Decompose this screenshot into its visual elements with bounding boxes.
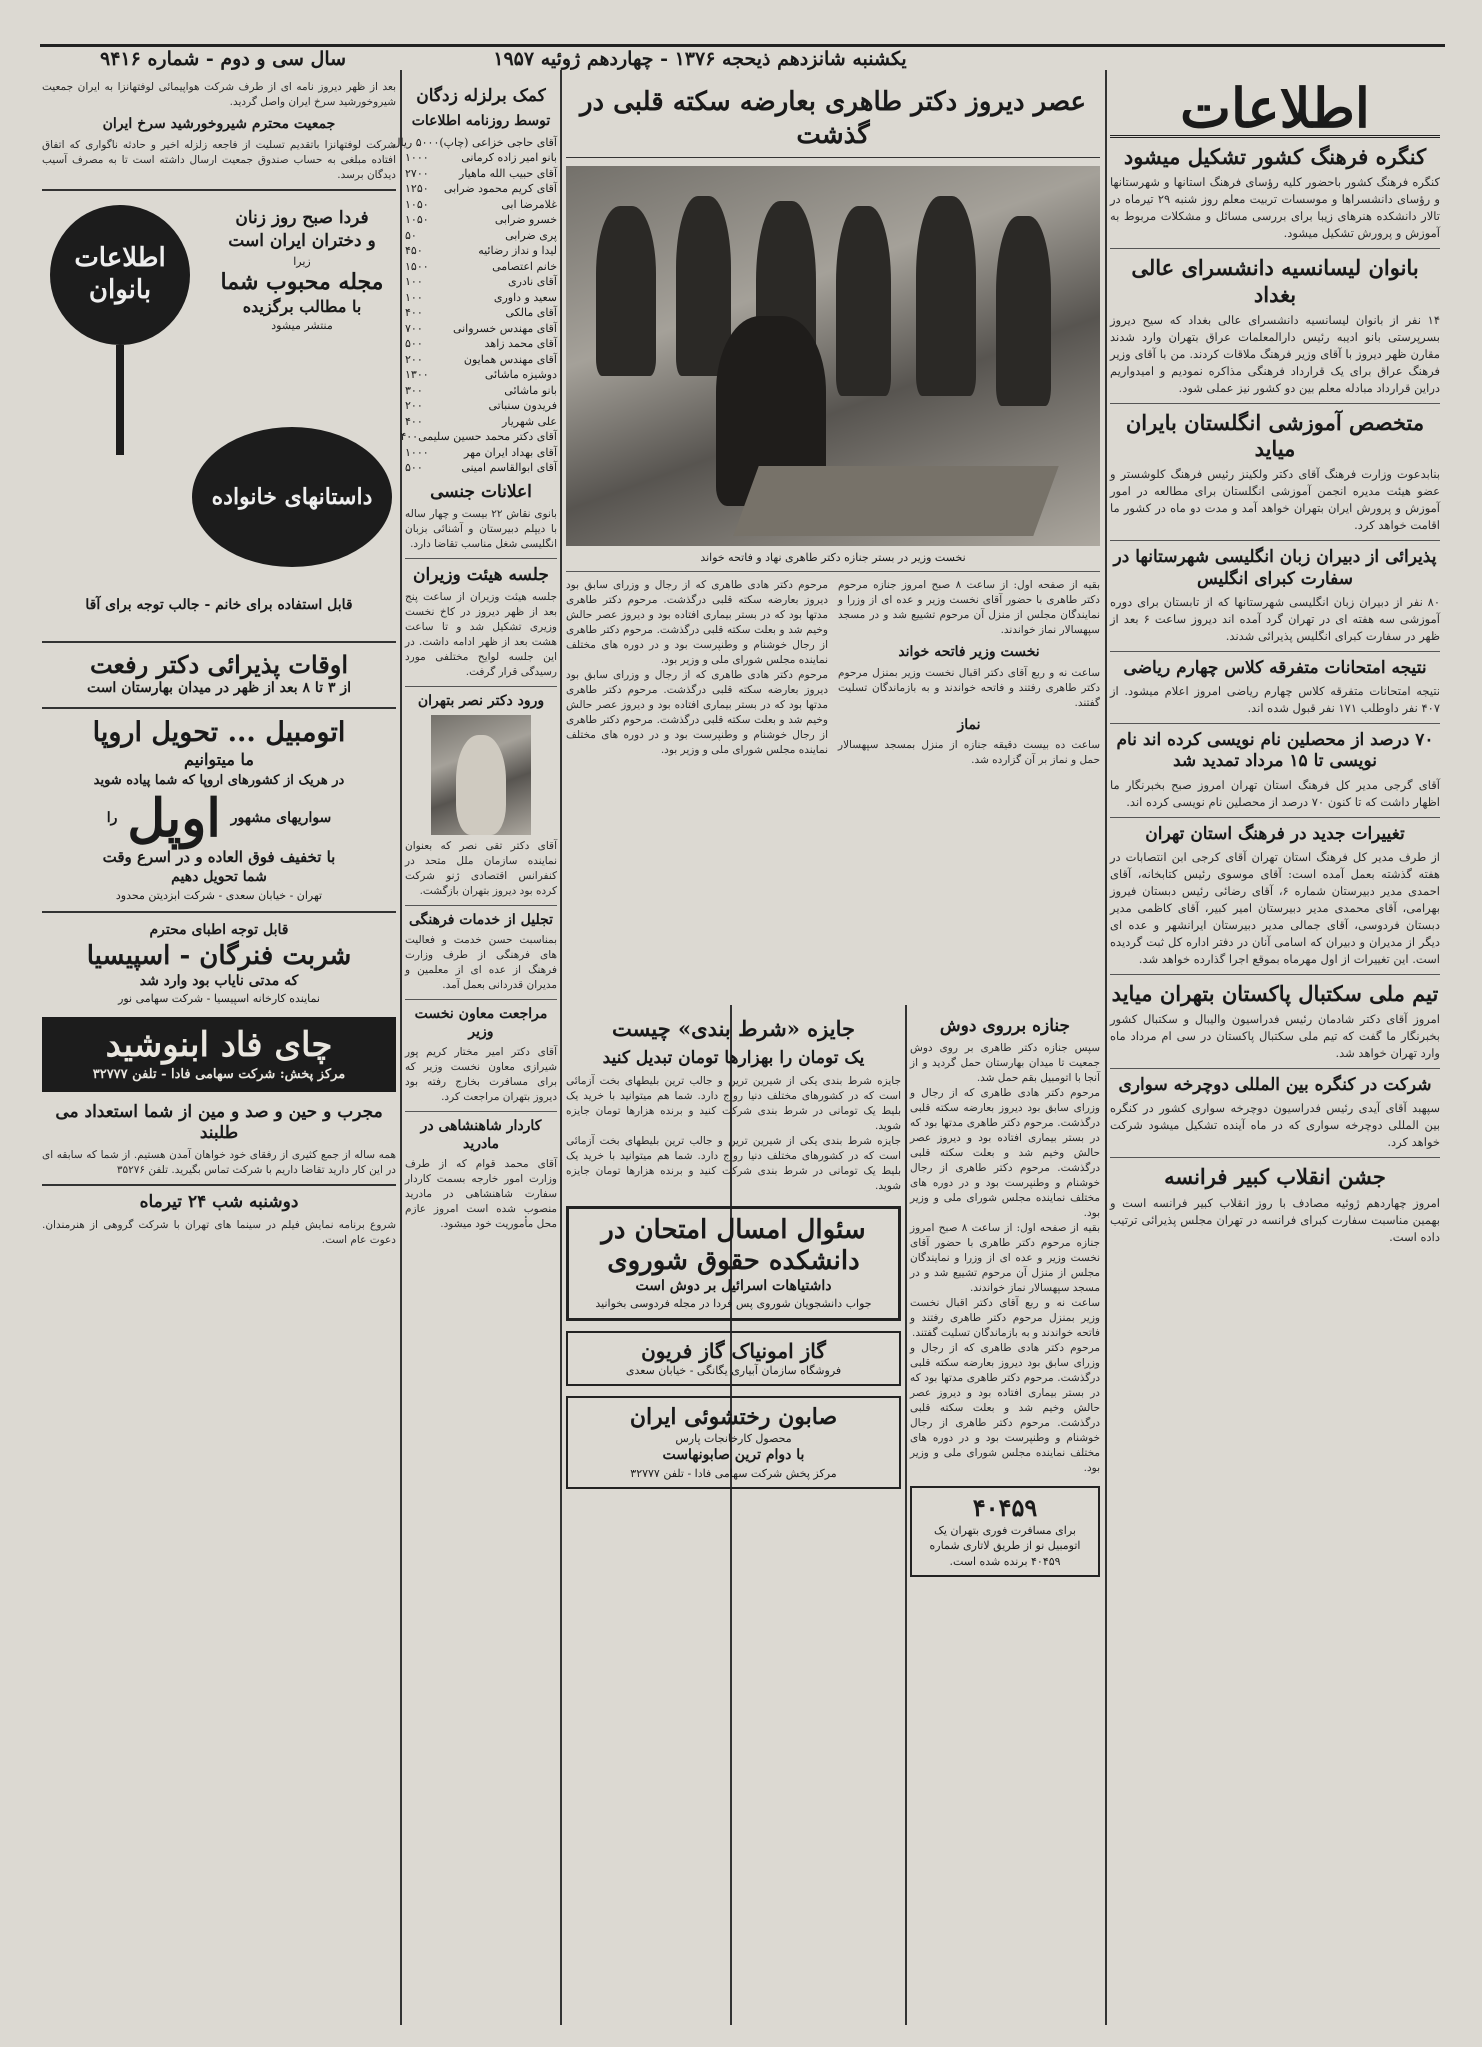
- donation-amount: ۱۰۵۰: [405, 213, 429, 227]
- masthead-rule: [40, 44, 1445, 47]
- women-magazine-logo: اطلاعات بانوان: [50, 205, 190, 345]
- funeral-continued: [910, 1010, 1100, 2020]
- donation-amount: ۴۰۰: [400, 430, 419, 444]
- donation-amount: ۳۰۰: [405, 383, 423, 397]
- article-body: کنگره فرهنگ کشور باحضور کلیه رؤسای فرهنگ استانها و شهرستانها و رؤسای دانشسراها و موسسات تربیت معلم روز شنبه ۲۹ تیرماه در تالار دانشکده هنرهای زیبا برای بررسی مسائل و مشکلات مربوط به آموزش و پرورش تشکیل میشود.: [1110, 175, 1440, 241]
- article-body: شرکت لوفتهانزا باتقدیم تسلیت از فاجعه زلزله اخیر و حادثه ناگواری که اتفاق افتاده مبلغی به حساب صندوق جمعیت ارسال داشته است تا به مصرف آسیب دیدگان برسد.: [42, 138, 396, 181]
- publication-date: یکشنبه شانزدهم ذیحجه ۱۳۷۶ - چهاردهم ژوئیه ۱۹۵۷: [493, 48, 907, 70]
- lottery-text: برای مسافرت فوری بتهران یک اتومبیل نو از طریق لاتاری شماره ۴۰۴۵۹ برنده شده است.: [929, 1524, 1081, 1568]
- lottery-number: ۴۰۴۵۹: [972, 1493, 1038, 1523]
- gas-ad: [566, 1331, 901, 1386]
- donation-amount: ۱۰۰۰: [405, 151, 429, 165]
- ad-line: ما میتوانیم: [184, 750, 254, 770]
- donation-row: [405, 352, 557, 368]
- donation-row: [405, 150, 557, 166]
- ad-line: با تخفیف فوق العاده و در اسرع وقت: [102, 848, 336, 867]
- prize-headline: جایزه «شرط بندی» چیست: [612, 1016, 855, 1041]
- tea-ad-title: چای فاد ابنوشید: [105, 1024, 333, 1065]
- subheading: جنازه برروی دوش: [939, 1016, 1071, 1036]
- headline: بانوان لیسانسیه دانشسرای عالی بغداد: [1131, 255, 1419, 307]
- article-body: امروز چهاردهم ژوئیه مصادف با روز انقلاب کبیر فرانسه است و بهمین مناسبت سفارت کبرای فرانسه در تهران مجلس پذیرائی ترتیب داده است.: [1110, 1195, 1440, 1244]
- donation-row: [405, 398, 557, 414]
- subheading: جلسه هیئت وزیران: [413, 565, 549, 585]
- subheading: ورود دکتر نصر بتهران: [417, 693, 545, 710]
- article-body: آقای دکتر تقی نصر که بعنوان نماینده سازمان ملل متحد در کنفرانس اقتصادی ژنو شرکت کرده بود دیروز بتهران بازگشت.: [405, 839, 557, 897]
- donation-list: [392, 135, 557, 476]
- donor-name: آقای نادری: [507, 275, 557, 289]
- article-body: جایزه شرط بندی یکی از شیرین ترین و جالب ترین بلیطهای بخت آزمائی است که در کشورهای مختلف دنیا رواج دارد. شما هم میتوانید با خرید یک بلیط یک تومانی در شرط بندی شرکت کنید و برنده هزارها تومان جایزه شوید.: [566, 1074, 901, 1132]
- donor-name: بانو ماشائی: [504, 383, 557, 397]
- ad-line: شما تحویل دهیم: [171, 869, 267, 886]
- donation-amount: ۱۲۵۰: [405, 182, 429, 196]
- donation-amount: ۱۰۵۰: [405, 197, 429, 211]
- headline: پذیرائی از دبیران زبان انگلیسی شهرستانها در سفارت کبرای انگلیس: [1113, 547, 1437, 589]
- donation-amount: ۵۰۰: [405, 337, 423, 351]
- soap-ad-line: با دوام ترین صابونهاست: [662, 1447, 805, 1464]
- opel-ad: [42, 713, 396, 907]
- doctor-ad-title: اوقات پذیرائی دکتر رفعت: [89, 649, 349, 679]
- donation-row: [405, 305, 557, 321]
- subheading: مراجعت معاون نخست وزیر: [414, 1006, 548, 1040]
- soap-ad-line: مرکز پخش شرکت سهامی فادا - تلفن ۳۲۷۷۷: [630, 1466, 837, 1480]
- right-column: [1110, 78, 1440, 2028]
- ad-line: و دختران ایران است: [228, 231, 376, 252]
- ad-line: را: [106, 809, 118, 826]
- donation-amount: ۲۰۰: [405, 399, 423, 413]
- article-body: امروز آقای دکتر شادمان رئیس فدراسیون والیبال و سکتبال کشور بخبرنگار ما گفت که تیم ملی سکتبال پاکستان در سی ام مرداد ماه وارد تهران خواهد شد.: [1110, 1012, 1440, 1060]
- article-body: سپهبد آقای آیدی رئیس فدراسیون دوچرخه سواری کشور در کنگره بین المللی دوچرخه سواری که در ماه آینده تشکیل میشود شرکت خواهد کرد.: [1110, 1101, 1440, 1150]
- opel-ad-title: اتومبیل ... تحویل اروپا: [92, 716, 346, 748]
- article-body: جایزه شرط بندی یکی از شیرین ترین و جالب ترین بلیطهای بخت آزمائی است که در کشورهای مختلف دنیا رواج دارد. شما هم میتوانید با خرید یک بلیط یک تومانی در شرط بندی شرکت کنید و برنده هزارها تومان جایزه شوید.: [566, 1134, 901, 1192]
- donation-row: [405, 197, 557, 213]
- article-body: جلسه هیئت وزیران از ساعت پنج بعد از ظهر دیروز در کاخ نخست وزیری تشکیل شد و تا ساعت هشت بعد از ظهر ادامه داشت. در این جلسه لوایح مختلفی مورد رسیدگی قرار گرفت.: [405, 591, 557, 679]
- family-stories-badge: داستانهای خانواده: [192, 427, 392, 567]
- donation-amount: ۷۰۰: [405, 321, 423, 335]
- donor-name: غلامرضا ابی: [501, 197, 557, 211]
- article-body: شروع برنامه نمایش فیلم در سینما های تهران با شرکت گروهی از هنرمندان. دعوت عام است.: [42, 1218, 396, 1246]
- exam-ad: [566, 1206, 901, 1321]
- second-column: [392, 80, 557, 2020]
- exam-ad-line: داشتیاهات اسرائیل بر دوش است: [635, 1277, 832, 1294]
- donations-subtitle: توسط روزنامه اطلاعات: [411, 113, 551, 130]
- article-body: مرحوم دکتر هادی طاهری که از رجال و وزرای سابق بود دیروز بعارضه سکته قلبی درگذشت. مرحوم دکتر طاهری مدتها بود که در بستر بیماری افتاده بود و دیروز عصر حالش وخیم شد و بعلت سکته قلبی درگذشت. مرحوم دکتر طاهری از رجال خوشنام و وطنپرست بود و در دوره های مختلف نماینده مجلس شورای ملی و وزیر بود.: [566, 669, 828, 756]
- article-body: بمناسبت حسن خدمت و فعالیت های فرهنگی از طرف وزارت فرهنگ از عده ای از معلمین و مدیران قدردانی بعمل آمد.: [405, 934, 557, 992]
- column-rule: [905, 1005, 907, 2025]
- article-body: نتیجه امتحانات متفرقه کلاس چهارم ریاضی امروز اعلام میشود. از ۴۰۷ نفر داوطلب ۱۷۱ نفر قبول شده اند.: [1110, 684, 1440, 715]
- donation-amount: ۱۰۰: [405, 290, 423, 304]
- portrait-photo: [431, 715, 531, 835]
- headline: تغییرات جدید در فرهنگ استان تهران: [1145, 823, 1405, 844]
- ad-line: تهران - خیابان سعدی - شرکت ابزدیتن محدود: [115, 888, 323, 902]
- donation-row: [405, 181, 557, 197]
- article-body: ساعت نه و ربع آقای دکتر اقبال نخست وزیر بمنزل مرحوم دکتر طاهری رفتند و فاتحه خواندند و به بازماندگان تسلیت گفتند.: [838, 666, 1100, 709]
- donation-row: [405, 383, 557, 399]
- lead-headline: عصر دیروز دکتر طاهری بعارضه سکته قلبی در گذشت: [566, 86, 1100, 158]
- newspaper-logo: اطلاعات: [1110, 78, 1440, 138]
- soap-ad-title: صابون رختشوئی ایران: [629, 1404, 838, 1431]
- ad-line: قابل توجه اطبای محترم: [149, 922, 289, 939]
- subheading: نخست وزیر فاتحه خواند: [898, 644, 1040, 660]
- donor-name: آقای محمد زاهد: [484, 337, 557, 351]
- subheading: جمعیت محترم شیروخورشید سرخ ایران: [102, 116, 336, 132]
- donor-name: آقای مالکی: [505, 306, 557, 320]
- donor-name: سعید و داوری: [493, 290, 557, 304]
- hire-ad-title: مجرب و حین و صد و مین از شما استعداد می طلبند: [55, 1101, 383, 1144]
- donation-amount: ۱۰۰۰: [405, 445, 429, 459]
- donation-row: [405, 460, 557, 476]
- article-body: بعد از ظهر دیروز نامه ای از طرف شرکت هواپیمائی لوفتهانزا به ایران جمعیت شیروخورشید سرخ ایران واصل گردید.: [42, 81, 396, 108]
- ad-line: فردا صبح روز زنان: [235, 207, 369, 228]
- donor-name: آقای بهداد ایران مهر: [464, 445, 557, 459]
- donation-amount: ۲۰۰: [405, 352, 423, 366]
- donor-name: آقای کریم محمود ضرابی: [443, 182, 557, 196]
- opel-brand: اوپل: [127, 787, 221, 849]
- headline: متخصص آموزشی انگلستان بایران میاید: [1125, 409, 1425, 461]
- column-rule: [400, 70, 402, 2025]
- donor-name: آقای حاجی خزاعی (چاپ): [439, 135, 557, 149]
- donation-row: [405, 290, 557, 306]
- donation-amount: ۴۰۰: [405, 414, 423, 428]
- exam-ad-line: جواب دانشجویان شوروی پس فردا در مجله فردوسی بخوانید: [595, 1297, 872, 1311]
- ad-line: با مطالب برگزیده: [242, 296, 362, 316]
- donation-row: [405, 228, 557, 244]
- donation-amount: ۱۰۰: [405, 275, 423, 289]
- headline: تیم ملی سکتبال پاکستان بتهران میاید: [1111, 980, 1439, 1006]
- tea-ad: [42, 1017, 396, 1092]
- ad-line: مجله محبوب شما: [220, 269, 384, 296]
- subheading: اعلانات جنسی: [430, 481, 532, 502]
- donation-amount: ۱۵۰۰: [405, 259, 429, 273]
- donation-amount: ۴۵۰: [405, 244, 423, 258]
- donor-name: خسرو ضرابی: [494, 213, 557, 227]
- headline: شرکت در کنگره بین المللی دوچرخه سواری: [1118, 1075, 1432, 1095]
- donation-amount: ۲۷۰۰: [405, 166, 429, 180]
- ad-tagline: قابل استفاده برای خانم - جالب توجه برای آقا: [85, 596, 353, 613]
- article-body: سپس جنازه دکتر طاهری بر روی دوش جمعیت تا میدان بهارستان حمل گردید و از آنجا با اتومبیل بقم حمل شد.: [910, 1042, 1100, 1085]
- ad-line: سواریهای مشهور: [230, 809, 332, 826]
- article-body: ساعت نه و ربع آقای دکتر اقبال نخست وزیر بمنزل مرحوم دکتر طاهری رفتند و فاتحه خواندند و به بازماندگان تسلیت گفتند.: [910, 1297, 1100, 1340]
- headline: کنگره فرهنگ کشور تشکیل میشود: [1123, 144, 1427, 169]
- donation-row: [405, 414, 557, 430]
- donation-amount: ۵۰۰۰ ریال: [392, 135, 440, 149]
- women-magazine-ad: [42, 197, 396, 637]
- funeral-photo: [566, 166, 1100, 546]
- article-body: بنابدعوت وزارت فرهنگ آقای دکتر ولکینز رئیس فرهنگ کلوشستر و عضو هیئت مدیره انجمن آموزشی انگلستان برای مطالعه در امور آموزش و پرورش ایران بتهران خواهد آمد و مدت دو ماه در کشور ما اقامت خواهد کرد.: [1110, 467, 1440, 533]
- donation-amount: ۴۰۰: [405, 306, 423, 320]
- donation-row: [405, 445, 557, 461]
- doctor-ad: [42, 647, 396, 703]
- donation-amount: ۵۰: [405, 228, 417, 242]
- prize-subheadline: یک تومان را بهزارها تومان تبدیل کنید: [602, 1048, 865, 1069]
- syrup-ad: [42, 917, 396, 1011]
- lead-story: [566, 80, 1100, 1010]
- donor-name: پری ضرابی: [505, 228, 557, 242]
- article-body: آقای گرجی مدیر کل فرهنگ استان تهران امروز صبح بخبرنگار ما اظهار داشت که تا کنون ۷۰ درصد از محصلین نام نویسی کرده اند.: [1110, 777, 1440, 809]
- donations-title: کمک برلزله زدگان: [416, 86, 546, 106]
- donor-name: علی شهریار: [502, 414, 557, 428]
- donation-amount: ۱۳۰۰: [405, 368, 429, 382]
- article-body: ۱۴ نفر از بانوان لیسانسیه دانشسرای عالی بغداد که سیح دیروز بسرپرستی بانو ادیبه رئیس دارالمعلمات عراق بتهران وارد شدند مقارن ظهر دیروز با آقای وزیر فرهنگ ملاقات کردند. من با آقای وزیر فرهنگ عراق برای یک قرارداد فرهنگی مذاکره نمودیم و امیدواریم دراین قرارداد مبادله معلم بین دو کشور نیز عملی شود.: [1110, 312, 1440, 395]
- ad-line: منتشر میشود: [271, 319, 333, 333]
- photo-caption: نخست وزیر در بستر جنازه دکتر طاهری نهاد و فاتحه خواند: [700, 551, 966, 564]
- donation-amount: ۵۰۰: [405, 461, 423, 475]
- tea-ad-line: مرکز پخش: شرکت سهامی فادا - تلفن ۳۲۷۷۷: [92, 1066, 346, 1082]
- ad-line: که مدتی نایاب بود وارد شد: [139, 972, 299, 989]
- article-body: مرحوم دکتر هادی طاهری که از رجال و وزرای سابق بود دیروز بعارضه سکته قلبی درگذشت. مرحوم دکتر طاهری مدتها بود که در بستر بیماری افتاده بود و دیروز عصر حالش وخیم شد و بعلت سکته قلبی درگذشت. مرحوم دکتر طاهری از رجال خوشنام و وطنپرست بود و در دوره های مختلف نماینده مجلس شورای ملی و وزیر بود.: [566, 579, 828, 666]
- subheading: نماز: [957, 716, 981, 733]
- donation-row: [405, 336, 557, 352]
- donation-row: [405, 166, 557, 182]
- subheading: کاردار شاهنشاهی در مادرید: [420, 1118, 542, 1152]
- article-body: مرحوم دکتر هادی طاهری که از رجال و وزرای سابق بود دیروز بعارضه سکته قلبی درگذشت. مرحوم دکتر طاهری مدتها بود که در بستر بیماری افتاده بود و دیروز عصر حالش وخیم شد و بعلت سکته قلبی درگذشت. مرحوم دکتر طاهری از رجال خوشنام و وطنپرست بود و در دوره های مختلف نماینده مجلس شورای ملی و وزیر بود.: [910, 1087, 1100, 1220]
- issue-number: سال سی و دوم - شماره ۹۴۱۶: [100, 48, 347, 70]
- article-body: بقیه از صفحه اول: از ساعت ۸ صبح امروز جنازه مرحوم دکتر طاهری با حضور آقای نخست وزیر و عده ای از وزرا و نمایندگان مجلس از منزل آن مرحوم تشییع شد و در مسجد سپهسالار نماز خواندند.: [910, 1222, 1100, 1295]
- donor-name: بانو امیر زاده کرمانی: [461, 151, 557, 165]
- article-body: همه ساله از جمع کثیری از رفقای خود خواهان آمدن هستیم. از شما که سابقه ای در این کار دارید تقاضا داریم با شرکت تماس بگیرید. تلفن ۳۵۲۷۶: [42, 1149, 396, 1177]
- donor-name: خانم اعتصامی: [492, 259, 557, 273]
- donation-row: [405, 367, 557, 383]
- donation-row: [405, 243, 557, 259]
- article-body: ساعت ده بیست دقیقه جنازه از منزل بمسجد سپهسالار حمل و نماز بر آن گزارده شد.: [838, 739, 1100, 766]
- ad-line: در هریک از کشورهای اروپا که شما پیاده شوید: [93, 772, 345, 788]
- donation-row: [392, 135, 557, 151]
- donation-row: [405, 212, 557, 228]
- donor-name: آقای دکتر محمد حسین سلیمی: [418, 430, 557, 444]
- article-body: بقیه از صفحه اول: از ساعت ۸ صبح امروز جنازه مرحوم دکتر طاهری با حضور آقای نخست وزیر و عده ای از وزرا و نمایندگان مجلس از منزل آن مرحوم تشییع شد و در مسجد سپهسالار نماز خواندند.: [838, 579, 1100, 636]
- donor-name: آقای ابوالقاسم امینی: [461, 461, 557, 475]
- article-body: ۸۰ نفر از دبیران زبان انگلیسی شهرستانها که از تابستان برای دوره آموزشی سه هفته ای در تهران گرد آمده اند دیروز ساعت ۶ بعد از ظهر در سفارت کبرای انگلیس پذیرائی شدند.: [1110, 594, 1440, 643]
- article-body: بانوی نقاش ۲۲ بیست و چهار ساله با دیپلم دبیرستان و آشنائی بزبان انگلیسی شغل مناسب تقاضا دارد.: [405, 508, 557, 550]
- column-rule: [1105, 70, 1107, 2025]
- exam-ad-title: سئوال امسال امتحان در دانشکده حقوق شوروی: [601, 1214, 866, 1276]
- donor-name: لیدا و نداز رضائیه: [478, 244, 557, 258]
- doctor-ad-line: از ۳ تا ۸ بعد از ظهر در میدان بهارستان است: [86, 680, 352, 697]
- headline: ۷۰ درصد از محصلین نام نویسی کرده اند نام نویسی تا ۱۵ مرداد تمدید شد: [1116, 730, 1434, 772]
- donation-row: [405, 321, 557, 337]
- donation-row: [400, 429, 557, 445]
- lottery-ad: [910, 1486, 1100, 1577]
- gas-ad-title: گاز امونیاک گاز فریون: [641, 1338, 826, 1363]
- article-body: مرحوم دکتر هادی طاهری که از رجال و وزرای سابق بود دیروز بعارضه سکته قلبی درگذشت. مرحوم دکتر طاهری مدتها بود که در بستر بیماری افتاده بود و دیروز عصر حالش وخیم شد و بعلت سکته قلبی درگذشت. مرحوم دکتر طاهری از رجال خوشنام و وطنپرست بود و در دوره های مختلف نماینده مجلس شورای ملی و وزیر بود.: [910, 1342, 1100, 1475]
- donor-name: آقای مهندس همایون: [463, 352, 557, 366]
- subheading: تجلیل از خدمات فرهنگی: [408, 911, 554, 928]
- gas-ad-line: فروشگاه سازمان آبیاری یگانگی - خیابان سعدی: [625, 1363, 842, 1377]
- donor-name: فریدون سنباتی: [488, 399, 557, 413]
- article-body: از طرف مدیر کل فرهنگ استان تهران آقای کرجی ابن انتصابات در هفته گذشته بعمل آمده است: آقای موسوی رئیس کتابخانه، آقای احمدی مدیر دبیرستان شماره ۶، آقای رضائی رئیس دبستان فیروز بهرامی، آقای محمدی مدیر دبیرستان امیر کبیر، آقای کاظمی مدیر دبستان فردوسی، آقای جمالی مدیر دبیرستان ایرانشهر و عده ای دیگر از مدیران و دبیران که اسامی آنان در دفتر اداره کل ثبت گردیده است. این تغییرات از اول مهرماه بموقع اجرا گذارده خواهد شد.: [1110, 849, 1440, 966]
- headline: نتیجه امتحانات متفرقه کلاس چهارم ریاضی: [1123, 657, 1427, 678]
- donation-row: [405, 274, 557, 290]
- ad-line: زیرا: [293, 255, 311, 269]
- ad-line: نماینده کارخانه اسپیسیا - شرکت سهامی نور: [118, 992, 320, 1006]
- donor-name: آقای مهندس خسروانی: [452, 321, 557, 335]
- syrup-ad-title: شربت فنرگان - اسپیسیا: [86, 940, 352, 971]
- soap-ad-line: محصول کارخانجات پارس: [675, 1431, 792, 1445]
- donation-row: [405, 259, 557, 275]
- headline: جشن انقلاب کبیر فرانسه: [1164, 1164, 1386, 1190]
- donor-name: دوشیزه ماشائی: [484, 368, 557, 382]
- donor-name: آقای حبیب الله ماهیار: [459, 166, 557, 180]
- film-ad-title: دوشنبه شب ۲۴ تیرماه: [139, 1192, 299, 1213]
- left-column: [42, 80, 396, 2020]
- article-body: آقای محمد قوام که از طرف وزارت امور خارجه بسمت کاردار سفارت شاهنشاهی در مادرید منصوب شده است امروز عازم محل مأموریت خود میشود.: [405, 1158, 557, 1231]
- soap-ad: [566, 1396, 901, 1489]
- article-body: آقای دکتر امیر مختار کریم پور شیرازی معاون نخست وزیر که برای مسافرت بخارج رفته بود دیروز بتهران مراجعت کرد.: [405, 1046, 557, 1104]
- center-lower: [566, 1010, 901, 2020]
- column-rule: [560, 70, 562, 2025]
